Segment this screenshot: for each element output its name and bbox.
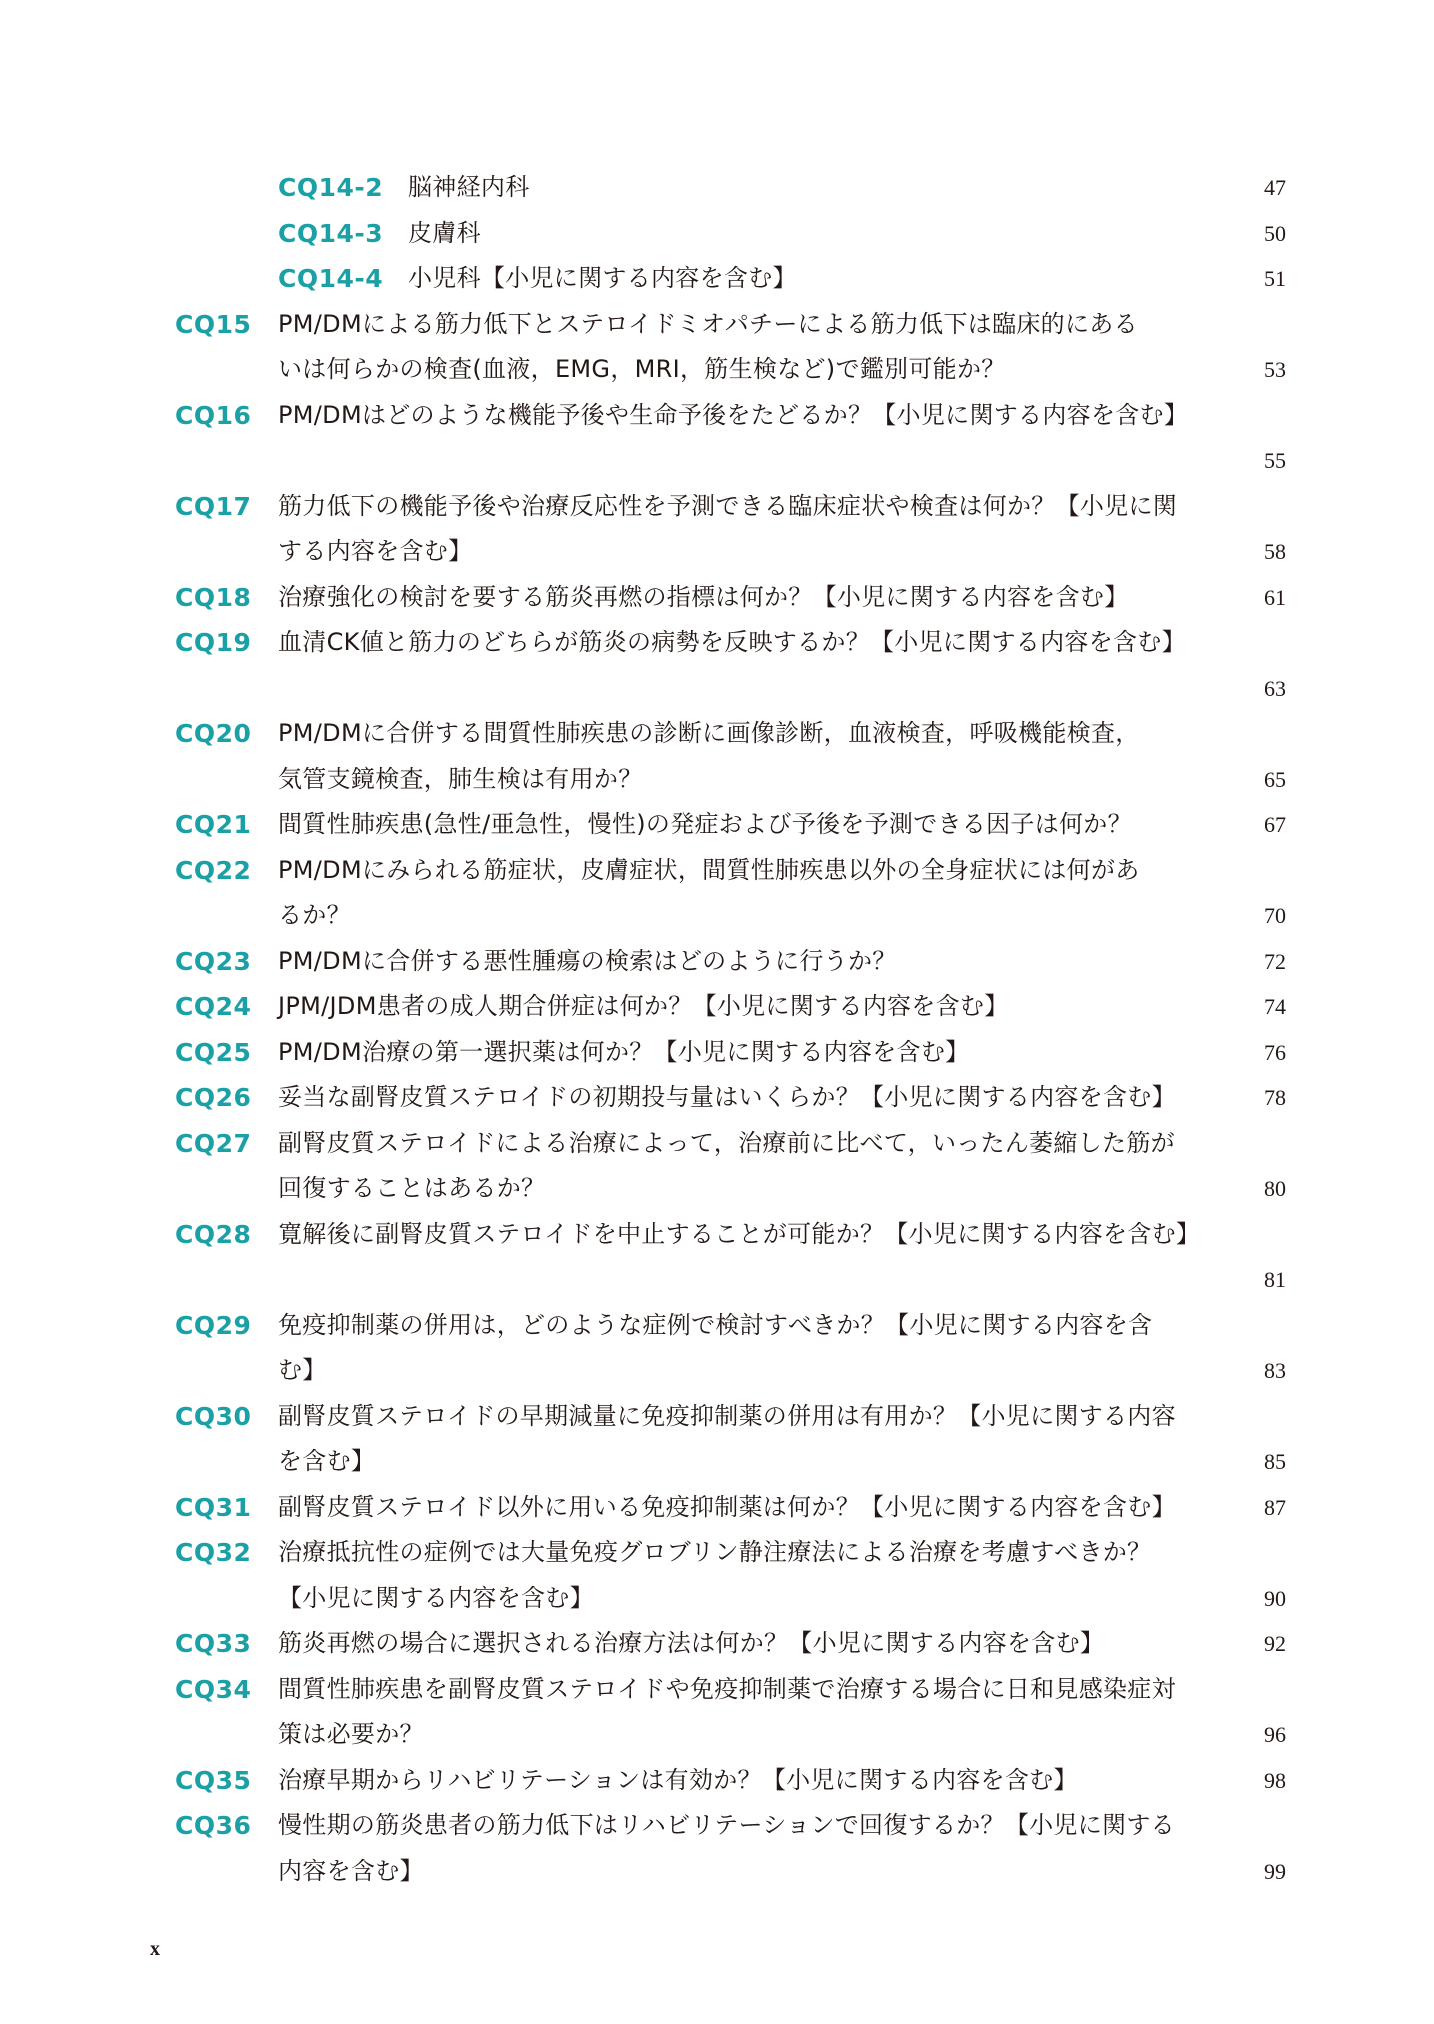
toc-entry-line — [0, 347, 1434, 393]
toc-entry[interactable] — [0, 802, 1434, 848]
toc-entry-line — [0, 711, 1434, 757]
page-number: 51 — [1264, 266, 1286, 291]
clinical-question-title: 間質性肺疾患を副腎皮質ステロイドや免疫抑制薬で治療する場合に日和見感染症対 — [278, 1674, 1176, 1703]
clinical-question-number: CQ14-4 — [278, 264, 384, 293]
toc-entry-line — [0, 1212, 1434, 1258]
toc-entry[interactable] — [0, 256, 1434, 302]
toc-entry-line — [0, 256, 1434, 302]
toc-entry[interactable] — [0, 1303, 1434, 1394]
clinical-question-number: CQ32 — [175, 1538, 252, 1567]
clinical-question-number: CQ15 — [175, 309, 252, 339]
toc-entry-line — [0, 575, 1434, 621]
clinical-question-title: 治療抵抗性の症例では大量免疫グロブリン静注療法による治療を考慮すべきか？ — [278, 1538, 1152, 1566]
toc-entry[interactable] — [0, 1803, 1434, 1894]
page-number: 76 — [1264, 1039, 1286, 1065]
toc-entry[interactable] — [0, 484, 1434, 575]
clinical-question-number: CQ21 — [175, 810, 252, 839]
toc-entry[interactable] — [0, 1758, 1434, 1804]
page-number: 87 — [1264, 1494, 1286, 1520]
toc-entry-line — [0, 302, 1434, 348]
clinical-question-title: を含む】 — [278, 1447, 376, 1475]
clinical-question-title: JPM/JDM患者の成人期合併症は何か？【小児に関する内容を含む】 — [278, 992, 1009, 1020]
toc-entry-line — [0, 211, 1434, 257]
page-number: 50 — [1264, 220, 1286, 246]
clinical-question-title: む】 — [278, 1356, 327, 1384]
page-number: 83 — [1264, 1358, 1286, 1383]
toc-entry-line — [0, 1667, 1434, 1713]
page-number: 53 — [1264, 357, 1286, 382]
toc-entry[interactable] — [0, 1121, 1434, 1212]
clinical-question-title: 血清CK値と筋力のどちらが筋炎の病勢を反映するか？【小児に関する内容を含む】 — [278, 628, 1186, 656]
clinical-question-title: PM/DM治療の第一選択薬は何か？【小児に関する内容を含む】 — [278, 1037, 970, 1066]
toc-entry[interactable] — [0, 711, 1434, 802]
clinical-question-title: 【小児に関する内容を含む】 — [278, 1583, 594, 1612]
clinical-question-title: 筋力低下の機能予後や治療反応性を予測できる臨床症状や検査は何か？【小児に関 — [278, 491, 1178, 520]
clinical-question-title: 妥当な副腎皮質ステロイドの初期投与量はいくらか？【小児に関する内容を含む】 — [278, 1083, 1176, 1111]
clinical-question-title: 治療強化の検討を要する筋炎再燃の指標は何か？【小児に関する内容を含む】 — [278, 582, 1129, 611]
clinical-question-title: 気管支鏡検査，肺生検は有用か？ — [278, 764, 643, 793]
toc-entry[interactable] — [0, 393, 1434, 484]
clinical-question-number: CQ20 — [175, 719, 252, 748]
toc-entry-line — [0, 1803, 1434, 1849]
clinical-question-number: CQ27 — [175, 1128, 252, 1158]
table-of-contents — [0, 165, 1434, 1894]
clinical-question-title: PM/DMはどのような機能予後や生命予後をたどるか？【小児に関する内容を含む】 — [278, 400, 1189, 429]
clinical-question-title: PM/DMに合併する間質性肺疾患の診断に画像診断，血液検査，呼吸機能検査， — [278, 719, 1140, 747]
clinical-question-number: CQ18 — [175, 582, 252, 612]
clinical-question-title: 皮膚科 — [408, 218, 481, 247]
toc-entry[interactable] — [0, 1394, 1434, 1485]
clinical-question-number: CQ30 — [175, 1401, 252, 1431]
clinical-question-title: 副腎皮質ステロイド以外に用いる免疫抑制薬は何か？【小児に関する内容を含む】 — [278, 1492, 1176, 1521]
clinical-question-number: CQ22 — [175, 855, 252, 885]
toc-entry-line — [0, 1348, 1434, 1394]
toc-entry-line — [0, 939, 1434, 985]
page-number: 98 — [1264, 1767, 1286, 1793]
clinical-question-number: CQ34 — [175, 1674, 252, 1704]
clinical-question-number: CQ19 — [175, 628, 252, 657]
toc-entry-line — [0, 666, 1434, 712]
toc-entry[interactable] — [0, 848, 1434, 939]
page-number: 58 — [1264, 539, 1286, 564]
toc-entry-line — [0, 1439, 1434, 1485]
clinical-question-number: CQ36 — [175, 1811, 252, 1840]
clinical-question-number: CQ31 — [175, 1492, 252, 1522]
toc-entry[interactable] — [0, 575, 1434, 621]
toc-entry-line — [0, 848, 1434, 894]
toc-entry-line — [0, 1621, 1434, 1667]
page-number: 47 — [1264, 175, 1286, 200]
page-number: 72 — [1264, 948, 1286, 974]
toc-entry-line — [0, 1394, 1434, 1440]
toc-entry-line — [0, 1257, 1434, 1303]
clinical-question-number: CQ16 — [175, 400, 252, 430]
toc-entry-line — [0, 165, 1434, 211]
toc-entry-line — [0, 1849, 1434, 1895]
clinical-question-title: 寛解後に副腎皮質ステロイドを中止することが可能か？【小児に関する内容を含む】 — [278, 1219, 1201, 1248]
page-number: 92 — [1264, 1631, 1286, 1656]
clinical-question-number: CQ26 — [175, 1083, 252, 1112]
toc-entry[interactable] — [0, 1485, 1434, 1531]
toc-entry-line — [0, 1030, 1434, 1076]
page-number: 61 — [1264, 584, 1286, 610]
clinical-question-number: CQ29 — [175, 1310, 252, 1340]
clinical-question-number: CQ23 — [175, 946, 252, 976]
toc-entry-line — [0, 802, 1434, 848]
clinical-question-title: 小児科【小児に関する内容を含む】 — [408, 264, 797, 292]
clinical-question-title: 策は必要か？ — [278, 1720, 424, 1748]
toc-entry-line — [0, 757, 1434, 803]
toc-entry-line — [0, 1303, 1434, 1349]
page-number: 70 — [1264, 903, 1286, 928]
toc-entry-line — [0, 1758, 1434, 1804]
toc-entry-line — [0, 1166, 1434, 1212]
toc-entry[interactable] — [0, 1530, 1434, 1621]
toc-entry-line — [0, 984, 1434, 1030]
toc-entry-line — [0, 1530, 1434, 1576]
clinical-question-number: CQ33 — [175, 1629, 252, 1658]
toc-entry-line — [0, 1712, 1434, 1758]
clinical-question-number: CQ24 — [175, 992, 252, 1021]
page-number: 90 — [1264, 1585, 1286, 1611]
toc-entry-line — [0, 1485, 1434, 1531]
toc-entry-line — [0, 893, 1434, 939]
toc-entry[interactable] — [0, 1667, 1434, 1758]
toc-entry[interactable] — [0, 939, 1434, 985]
toc-entry-line — [0, 1576, 1434, 1622]
clinical-question-title: 治療早期からリハビリテーションは有効か？【小児に関する内容を含む】 — [278, 1765, 1078, 1794]
clinical-question-number: CQ17 — [175, 491, 252, 521]
clinical-question-title: るか？ — [278, 901, 351, 929]
clinical-question-number: CQ14-3 — [278, 218, 384, 248]
page-number: 67 — [1264, 812, 1286, 837]
page-folio: x — [150, 1938, 160, 1960]
clinical-question-title: 免疫抑制薬の併用は，どのような症例で検討すべきか？【小児に関する内容を含 — [278, 1310, 1153, 1339]
clinical-question-title: 間質性肺疾患(急性/亜急性，慢性)の発症および予後を予測できる因子は何か？ — [278, 810, 1132, 838]
clinical-question-title: 回復することはあるか？ — [278, 1174, 546, 1202]
clinical-question-title: PM/DMにみられる筋症状，皮膚症状，間質性肺疾患以外の全身症状には何があ — [278, 855, 1140, 884]
page-number: 99 — [1264, 1858, 1286, 1884]
clinical-question-title: 副腎皮質ステロイドによる治療によって，治療前に比べて，いったん萎縮した筋が — [278, 1128, 1175, 1157]
clinical-question-title: いは何らかの検査(血液，EMG，MRI，筋生検など)で鑑別可能か？ — [278, 355, 1006, 383]
page-number: 85 — [1264, 1449, 1286, 1474]
toc-entry-line — [0, 484, 1434, 530]
page-number: 65 — [1264, 766, 1286, 792]
page-number: 55 — [1264, 448, 1286, 473]
clinical-question-title: 脳神経内科 — [408, 173, 530, 201]
clinical-question-title: PM/DMに合併する悪性腫瘍の検索はどのように行うか？ — [278, 946, 897, 975]
clinical-question-title: 慢性期の筋炎患者の筋力低下はリハビリテーションで回復するか？【小児に関する — [278, 1811, 1175, 1839]
clinical-question-title: 内容を含む】 — [278, 1856, 424, 1885]
page-number: 81 — [1264, 1267, 1286, 1292]
toc-entry[interactable] — [0, 211, 1434, 257]
toc-entry-line — [0, 1121, 1434, 1167]
toc-entry[interactable] — [0, 1030, 1434, 1076]
toc-entry[interactable] — [0, 1212, 1434, 1303]
toc-entry[interactable] — [0, 165, 1434, 211]
toc-entry[interactable] — [0, 302, 1434, 393]
clinical-question-number: CQ28 — [175, 1219, 252, 1249]
clinical-question-title: 副腎皮質ステロイドの早期減量に免疫抑制薬の併用は有用か？【小児に関する内容 — [278, 1401, 1176, 1430]
toc-entry-line — [0, 529, 1434, 575]
toc-entry[interactable] — [0, 620, 1434, 711]
clinical-question-title: する内容を含む】 — [278, 537, 473, 565]
toc-entry[interactable] — [0, 984, 1434, 1030]
clinical-question-number: CQ25 — [175, 1037, 252, 1067]
page-number: 80 — [1264, 1176, 1286, 1201]
clinical-question-number: CQ14-2 — [278, 173, 384, 202]
page-number: 63 — [1264, 675, 1286, 701]
page-number: 74 — [1264, 994, 1286, 1019]
toc-entry[interactable] — [0, 1075, 1434, 1121]
toc-entry-line — [0, 620, 1434, 666]
clinical-question-number: CQ35 — [175, 1765, 252, 1795]
page-number: 96 — [1264, 1722, 1286, 1747]
toc-entry-line — [0, 438, 1434, 484]
clinical-question-title: PM/DMによる筋力低下とステロイドミオパチーによる筋力低下は臨床的にある — [278, 309, 1138, 338]
clinical-question-title: 筋炎再燃の場合に選択される治療方法は何か？【小児に関する内容を含む】 — [278, 1629, 1105, 1657]
toc-entry-line — [0, 393, 1434, 439]
toc-entry-line — [0, 1075, 1434, 1121]
page-number: 78 — [1264, 1085, 1286, 1110]
toc-entry[interactable] — [0, 1621, 1434, 1667]
